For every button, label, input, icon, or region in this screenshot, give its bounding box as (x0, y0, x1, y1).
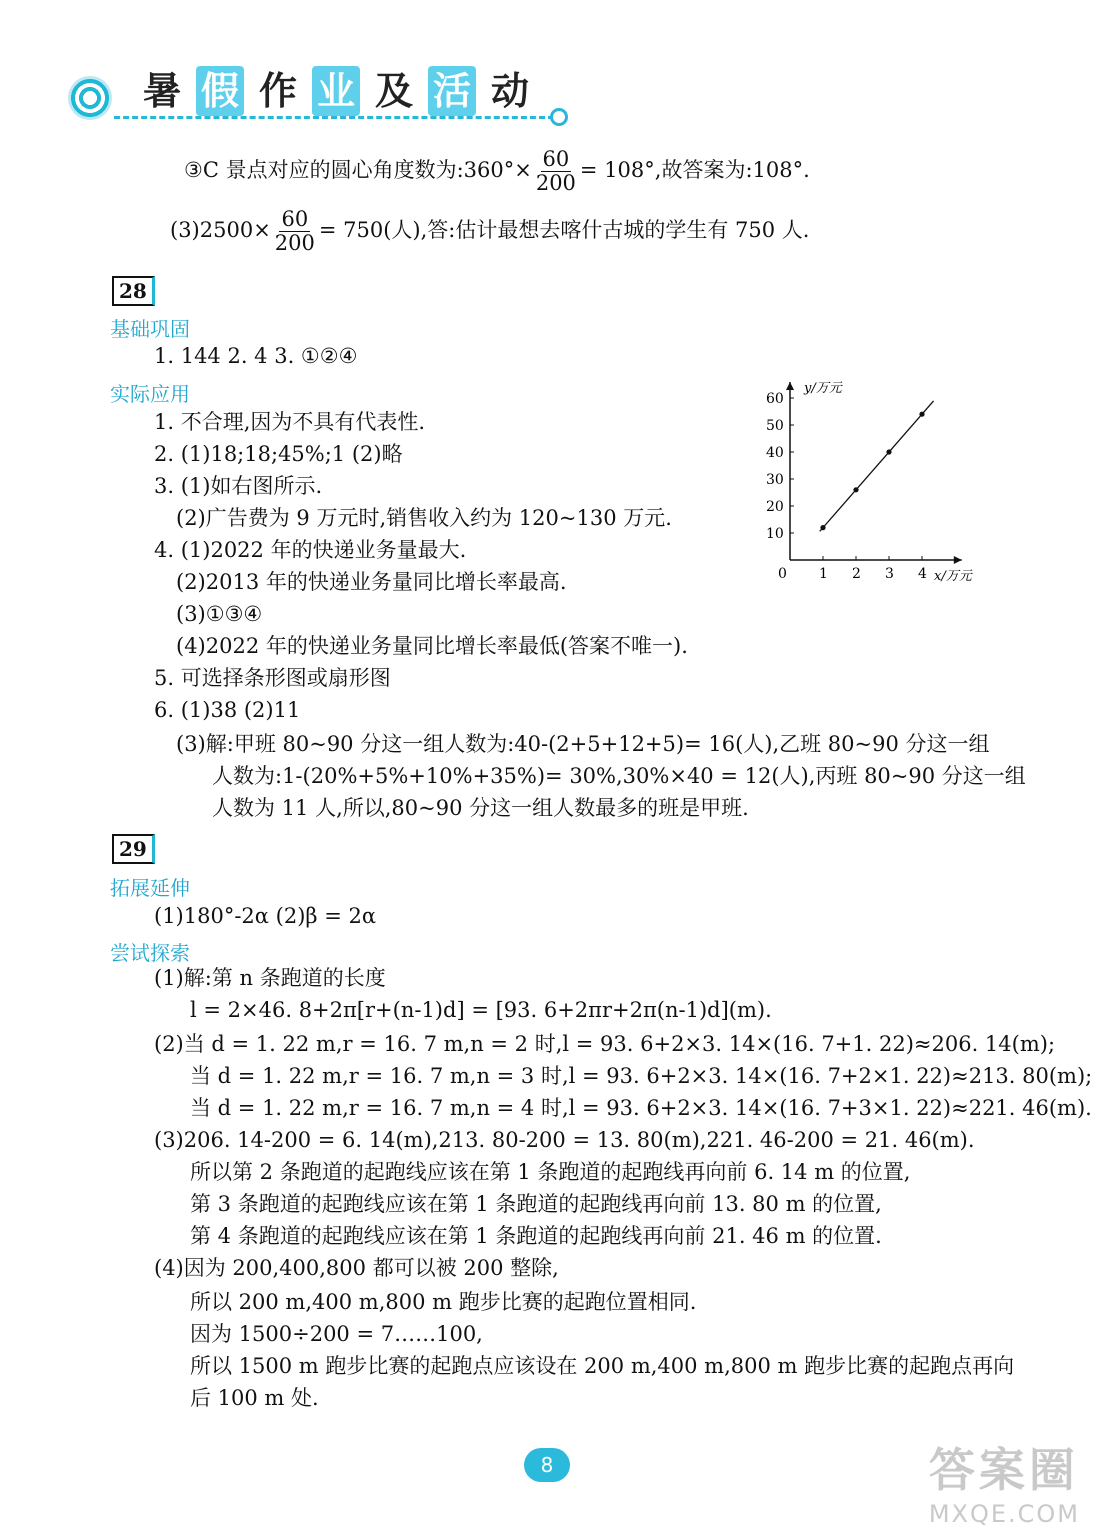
answer-line: (4)因为 200,400,800 都可以被 200 整除, (154, 1256, 559, 1280)
answer-line: (1)解:第 n 条跑道的长度 (154, 966, 386, 990)
answer-line: 所以 1500 m 跑步比赛的起跑点应该设在 200 m,400 m,800 m 跑步比赛的起跑点再向 (190, 1354, 1015, 1378)
answer-line: 5. 可选择条形图或扇形图 (154, 666, 391, 690)
answer-line: 第 4 条跑道的起跑线应该在第 1 条跑道的起跑线再向前 21. 46 m 的位置. (190, 1224, 882, 1248)
data-point (919, 412, 924, 417)
page-header (60, 60, 580, 140)
title-char: 作 (258, 69, 297, 113)
title-char: 假 (196, 66, 244, 116)
data-point (886, 449, 891, 454)
answer-line: 人数为:1-(20%+5%+10%+35%)= 30%,30%×40 = 12(人),丙班 80~90 分这一组 (212, 764, 1026, 788)
watermark-url: MXQE.COM (928, 1500, 1080, 1528)
answer-line: (2)当 d = 1. 22 m,r = 16. 7 m,n = 2 时,l = 93. 6+2×3. 14×(16. 7+1. 22)≈206. 14(m); (154, 1032, 1056, 1056)
header-title (138, 66, 534, 116)
title-char: 动 (490, 69, 529, 113)
sales-chart (760, 372, 990, 592)
title-char: 暑 (142, 69, 181, 113)
label-explore: 尝试探索 (110, 941, 190, 965)
answer-line: (3)①③④ (176, 602, 263, 626)
answer-line: 所以 200 m,400 m,800 m 跑步比赛的起跑位置相同. (190, 1290, 697, 1314)
y-tick-label: 30 (766, 472, 784, 488)
answer-line-3 (170, 208, 810, 255)
answer-line: (2)广告费为 9 万元时,销售收入约为 120~130 万元. (176, 506, 672, 530)
y-axis-arrow-icon (786, 382, 794, 390)
fraction (273, 208, 317, 255)
label-extension: 拓展延伸 (110, 876, 190, 900)
x-tick-label: 2 (852, 566, 861, 582)
extension-answers: (1)180°-2α (2)β = 2α (154, 904, 377, 928)
answer-line: (2)2013 年的快递业务量同比增长率最高. (176, 570, 567, 594)
header-dotted-line (114, 116, 554, 119)
answer-line: 所以第 2 条跑道的起跑线应该在第 1 条跑道的起跑线再向前 6. 14 m 的位置, (190, 1160, 911, 1184)
x-tick-label: 3 (885, 566, 894, 582)
y-tick-label: 50 (766, 418, 784, 434)
title-char: 及 (374, 69, 413, 113)
y-axis-label: y/万元 (804, 381, 842, 396)
answer-line: 2. (1)18;18;45%;1 (2)略 (154, 442, 403, 466)
denominator: 200 (274, 231, 315, 256)
answer-line: 第 3 条跑道的起跑线应该在第 1 条跑道的起跑线再向前 13. 80 m 的位置, (190, 1192, 882, 1216)
basic-answers: 1. 144 2. 4 3. ①②④ (154, 344, 358, 368)
answer-line: 当 d = 1. 22 m,r = 16. 7 m,n = 4 时,l = 93. 6+2×3. 14×(16. 7+3×1. 22)≈221. 46(m). (190, 1096, 1092, 1120)
answer-line: (3)解:甲班 80~90 分这一组人数为:40-(2+5+12+5)= 16(人),乙班 80~90 分这一组 (176, 732, 990, 756)
watermark-text: 答案圈 (928, 1443, 1079, 1497)
x-tick-label: 1 (819, 566, 828, 582)
label-applied: 实际应用 (110, 382, 190, 406)
text: (3)2500× (170, 218, 271, 243)
text: = 108°,故答案为:108°. (579, 158, 810, 183)
numerator: 60 (542, 147, 570, 171)
page-number: 8 (524, 1448, 570, 1482)
section-number-29: 29 (112, 834, 155, 864)
answer-line: 当 d = 1. 22 m,r = 16. 7 m,n = 3 时,l = 93. 6+2×3. 14×(16. 7+2×1. 22)≈213. 80(m); (190, 1064, 1093, 1088)
y-tick-label: 40 (766, 445, 784, 461)
title-char: 活 (428, 66, 476, 116)
answer-line-c (184, 148, 810, 195)
data-point (853, 487, 858, 492)
y-tick-label: 10 (766, 526, 784, 542)
answer-line: l = 2×46. 8+2π[r+(n-1)d] = [93. 6+2πr+2π(n-1)d](m). (190, 998, 772, 1022)
target-logo-icon (68, 76, 112, 120)
text: = 750(人),答:估计最想去喀什古城的学生有 750 人. (318, 218, 810, 243)
origin-label: 0 (778, 566, 787, 582)
y-tick-label: 60 (766, 391, 784, 407)
label-basic: 基础巩固 (110, 317, 190, 341)
answer-line: (4)2022 年的快递业务量同比增长率最低(答案不唯一). (176, 634, 688, 658)
text: ③C 景点对应的圆心角度数为:360°× (184, 158, 532, 183)
title-char: 业 (312, 66, 360, 116)
denominator: 200 (535, 171, 576, 196)
numerator: 60 (281, 207, 309, 231)
answer-line: 人数为 11 人,所以,80~90 分这一组人数最多的班是甲班. (212, 796, 749, 820)
answer-line: 6. (1)38 (2)11 (154, 698, 301, 722)
fraction (534, 148, 578, 195)
x-axis-arrow-icon (954, 556, 962, 564)
answer-line: (3)206. 14-200 = 6. 14(m),213. 80-200 = 13. 80(m),221. 46-200 = 21. 46(m). (154, 1128, 975, 1152)
answer-line: 1. 不合理,因为不具有代表性. (154, 410, 426, 434)
section-number-28: 28 (112, 276, 155, 306)
watermark (929, 1434, 1080, 1528)
series-line (820, 401, 934, 531)
header-line-end-icon (550, 108, 568, 126)
answer-line: 4. (1)2022 年的快递业务量最大. (154, 538, 467, 562)
answer-line: 3. (1)如右图所示. (154, 474, 323, 498)
x-tick-label: 4 (918, 566, 927, 582)
y-tick-label: 20 (766, 499, 784, 515)
answer-line: 后 100 m 处. (190, 1386, 319, 1410)
x-axis-label: x/万元 (934, 569, 972, 584)
answer-line: 因为 1500÷200 = 7……100, (190, 1322, 483, 1346)
data-point (820, 525, 825, 530)
